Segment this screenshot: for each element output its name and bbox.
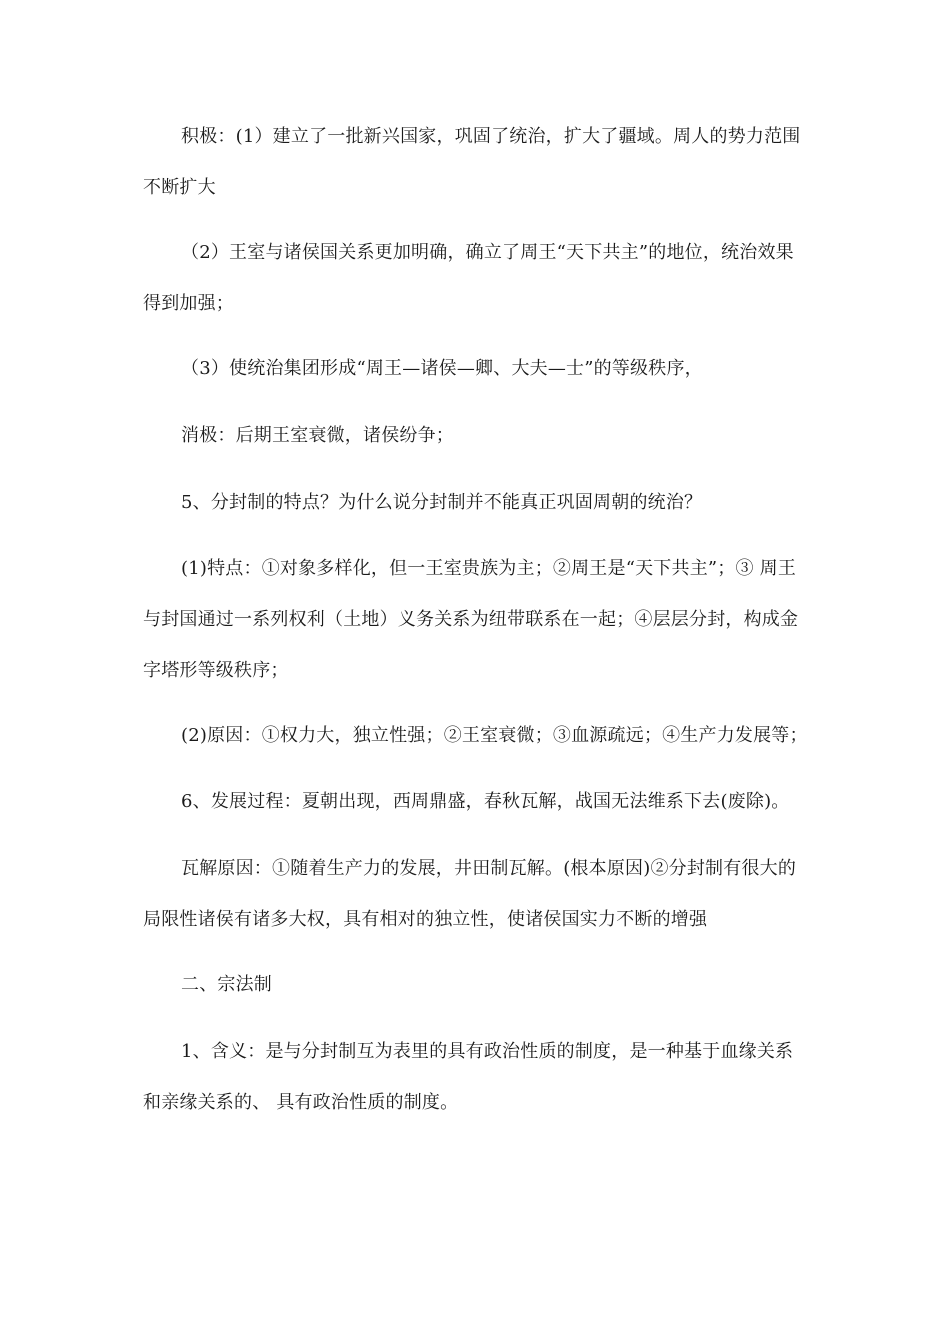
paragraph-zongfa-meaning: 1、含义：是与分封制互为表里的具有政治性质的制度，是一种基于血缘关系和亲缘关系的、 具有政治性质的制度。 — [143, 1041, 794, 1113]
paragraph-positive-1: 积极：(1）建立了一批新兴国家，巩固了统治，扩大了疆域。周人的势力范围不断扩大 — [143, 126, 801, 198]
paragraph-development: 6、发展过程：夏朝出现，西周鼎盛，春秋瓦解，战国无法维系下去(废除)。 — [181, 791, 790, 812]
section-heading-zongfa: 二、宗法制 — [181, 974, 272, 995]
paragraph-positive-3: （3）使统治集团形成“周王—诸侯—卿、大夫—士”的等级秩序， — [181, 358, 703, 379]
paragraph-reasons: (2)原因：①权力大，独立性强；②王室衰微；③血源疏远；④生产力发展等； — [181, 725, 808, 746]
paragraph-negative: 消极：后期王室衰微，诸侯纷争； — [181, 425, 454, 446]
paragraph-positive-2: （2）王室与诸侯国关系更加明确，确立了周王“天下共主”的地位，统治效果得到加强； — [143, 242, 794, 314]
paragraph-collapse-reasons: 瓦解原因：①随着生产力的发展，井田制瓦解。(根本原因)②分封制有很大的局限性诸侯有诸多大权，具有相对的独立性，使诸侯国实力不断的增强 — [143, 858, 797, 930]
question-5: 5、分封制的特点？为什么说分封制并不能真正巩固周朝的统治？ — [181, 492, 703, 513]
paragraph-features: (1)特点：①对象多样化，但一王室贵族为主；②周王是“天下共主”；③ 周王与封国通过一系列权利（土地）义务关系为纽带联系在一起；④层层分封，构成金字塔形等级秩序； — [143, 558, 799, 681]
